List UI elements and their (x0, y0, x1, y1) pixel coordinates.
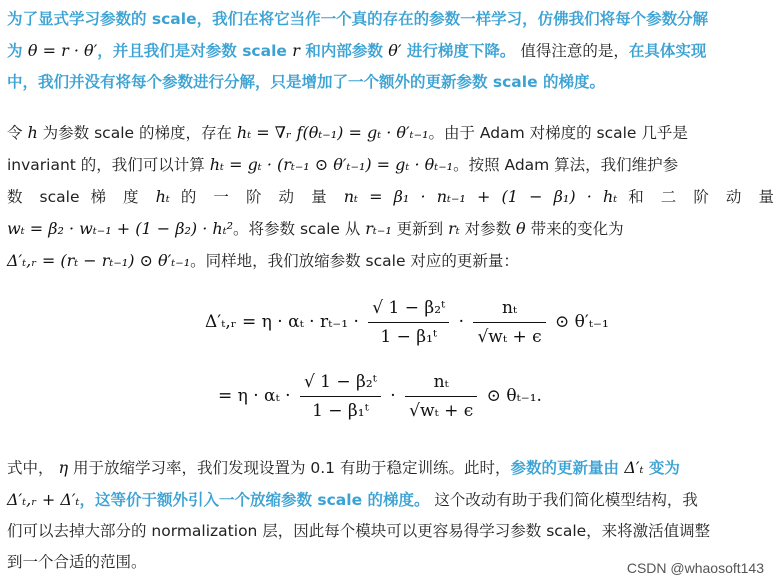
plain-text: 令 (7, 124, 28, 142)
highlight-text: 变为 (643, 459, 680, 477)
highlight-text: 进行梯度下降。 (401, 42, 516, 60)
fraction-bias-correction (368, 298, 449, 347)
plain-text: 带来的变化为 (525, 220, 624, 238)
fraction-numerator: √ 1 − β₂ᵗ (300, 372, 381, 397)
plain-text: 数 scale 梯 度 (7, 188, 145, 206)
fraction-denominator: 1 − β₁ᵗ (380, 327, 438, 347)
csdn-watermark: CSDN @whaosoft143 (626, 560, 764, 576)
formula-theta-decomposition: θ = r · θ′ (27, 41, 98, 60)
highlight-text: 和内部参数 (299, 42, 389, 60)
text-line (7, 484, 774, 516)
fraction-denominator: 1 − β₁ᵗ (312, 401, 369, 421)
equation-lhs: = η · αₜ · (218, 386, 291, 406)
formula-delta-sum: Δ′ₜ,ᵣ + Δ′ₜ (7, 490, 80, 509)
formula-first-moment: nₜ = β₁ · nₜ₋₁ + (1 − β₁) · hₜ (343, 187, 618, 206)
text-line: 们可以去掉大部分的 normalization 层，因此每个模块可以更容易得学习参数 scale，来将激活值调整 (7, 522, 711, 540)
fraction-moment-ratio (405, 372, 477, 421)
plain-text: 对参数 (459, 220, 517, 238)
formula-h-compute: hₜ = gₜ · (rₜ₋₁ ⊙ θ′ₜ₋₁) = gₜ · θₜ₋₁ (209, 155, 454, 174)
paragraph-gradient-derivation (7, 117, 774, 277)
formula-r-prev: rₜ₋₁ (365, 219, 392, 238)
plain-text: 。将参数 scale 从 (233, 220, 366, 238)
plain-text: 和 二 阶 动 量 (628, 188, 774, 206)
fraction-numerator: nₜ (405, 372, 477, 397)
plain-text: invariant 的，我们可以计算 (7, 156, 210, 174)
paragraph-scale-intro (7, 4, 774, 98)
text-line (7, 35, 774, 67)
plain-text: 更新到 (391, 220, 449, 238)
formula-h: h (27, 123, 38, 142)
text-line (7, 245, 774, 277)
formula-theta-prime: θ′ (388, 41, 402, 60)
plain-text: 。由于 Adam 对梯度的 scale 几乎是 (428, 124, 688, 142)
formula-eta: η (58, 458, 69, 477)
highlight-text: 在具体实现 (628, 42, 707, 60)
formula-h-t: hₜ (155, 187, 170, 206)
fraction-moment-ratio (473, 298, 545, 347)
equation-dot: · (458, 312, 465, 332)
text-line: 中，我们并没有将每个参数进行分解，只是增加了一个额外的更新参数 scale 的梯度。 (7, 73, 605, 91)
plain-text: 为参数 scale 的梯度，存在 (37, 124, 237, 142)
text-line (7, 213, 774, 245)
plain-text: 。按照 Adam 算法，我们维护参 (453, 156, 679, 174)
text-line (7, 149, 774, 181)
equation-dot: · (390, 386, 396, 406)
fraction-bias-correction (300, 372, 381, 421)
plain-text: 式中， (7, 459, 59, 477)
formula-h-gradient: hₜ = ∇ᵣ f(θₜ₋₁) = gₜ · θ′ₜ₋₁ (236, 123, 429, 142)
highlight-text: 为 (7, 42, 28, 60)
text-line (7, 181, 774, 213)
highlight-text: ，并且我们是对参数 scale (97, 42, 293, 60)
highlight-text: ，这等价于额外引入一个放缩参数 scale 的梯度。 (79, 491, 430, 509)
plain-text: 这个改动有助于我们简化模型结构，我 (429, 491, 698, 509)
formula-r: r (292, 41, 300, 60)
text-line (7, 452, 774, 484)
text-line: 为了显式学习参数的 scale，我们在将它当作一个真的存在的参数一样学习，仿佛我们将每个参数分解 (7, 10, 709, 28)
plain-text: 的 一 阶 动 量 (180, 188, 333, 206)
highlight-text: 参数的更新量由 (510, 459, 625, 477)
formula-theta-bold: θ (516, 219, 526, 238)
equation-row-2 (218, 372, 542, 421)
formula-delta-t: Δ′ₜ (624, 458, 644, 477)
text-line (7, 117, 774, 149)
equation-tail: ⊙ θₜ₋₁. (486, 386, 542, 406)
formula-second-moment: wₜ = β₂ · wₜ₋₁ + (1 − β₂) · hₜ² (7, 219, 234, 238)
fraction-numerator: nₜ (473, 298, 545, 323)
text-line: 到一个合适的范围。 (7, 553, 147, 571)
fraction-denominator: √wₜ + ϵ (409, 401, 474, 421)
formula-delta-tr: Δ′ₜ,ᵣ = (rₜ − rₜ₋₁) ⊙ θ′ₜ₋₁ (7, 251, 191, 270)
fraction-denominator: √wₜ + ϵ (477, 327, 542, 347)
equation-lhs: Δ′ₜ,ᵣ = η · αₜ · rₜ₋₁ · (205, 312, 359, 332)
formula-r-t: rₜ (448, 219, 460, 238)
equation-tail: ⊙ θ′ₜ₋₁ (555, 312, 609, 332)
equation-row-1 (205, 298, 609, 347)
fraction-numerator: √ 1 − β₂ᵗ (368, 298, 449, 323)
plain-text: 值得注意的是， (515, 42, 629, 60)
plain-text: 用于放缩学习率，我们发现设置为 0.1 有助于稳定训练。此时， (68, 459, 511, 477)
plain-text: 。同样地，我们放缩参数 scale 对应的更新量： (190, 252, 519, 270)
